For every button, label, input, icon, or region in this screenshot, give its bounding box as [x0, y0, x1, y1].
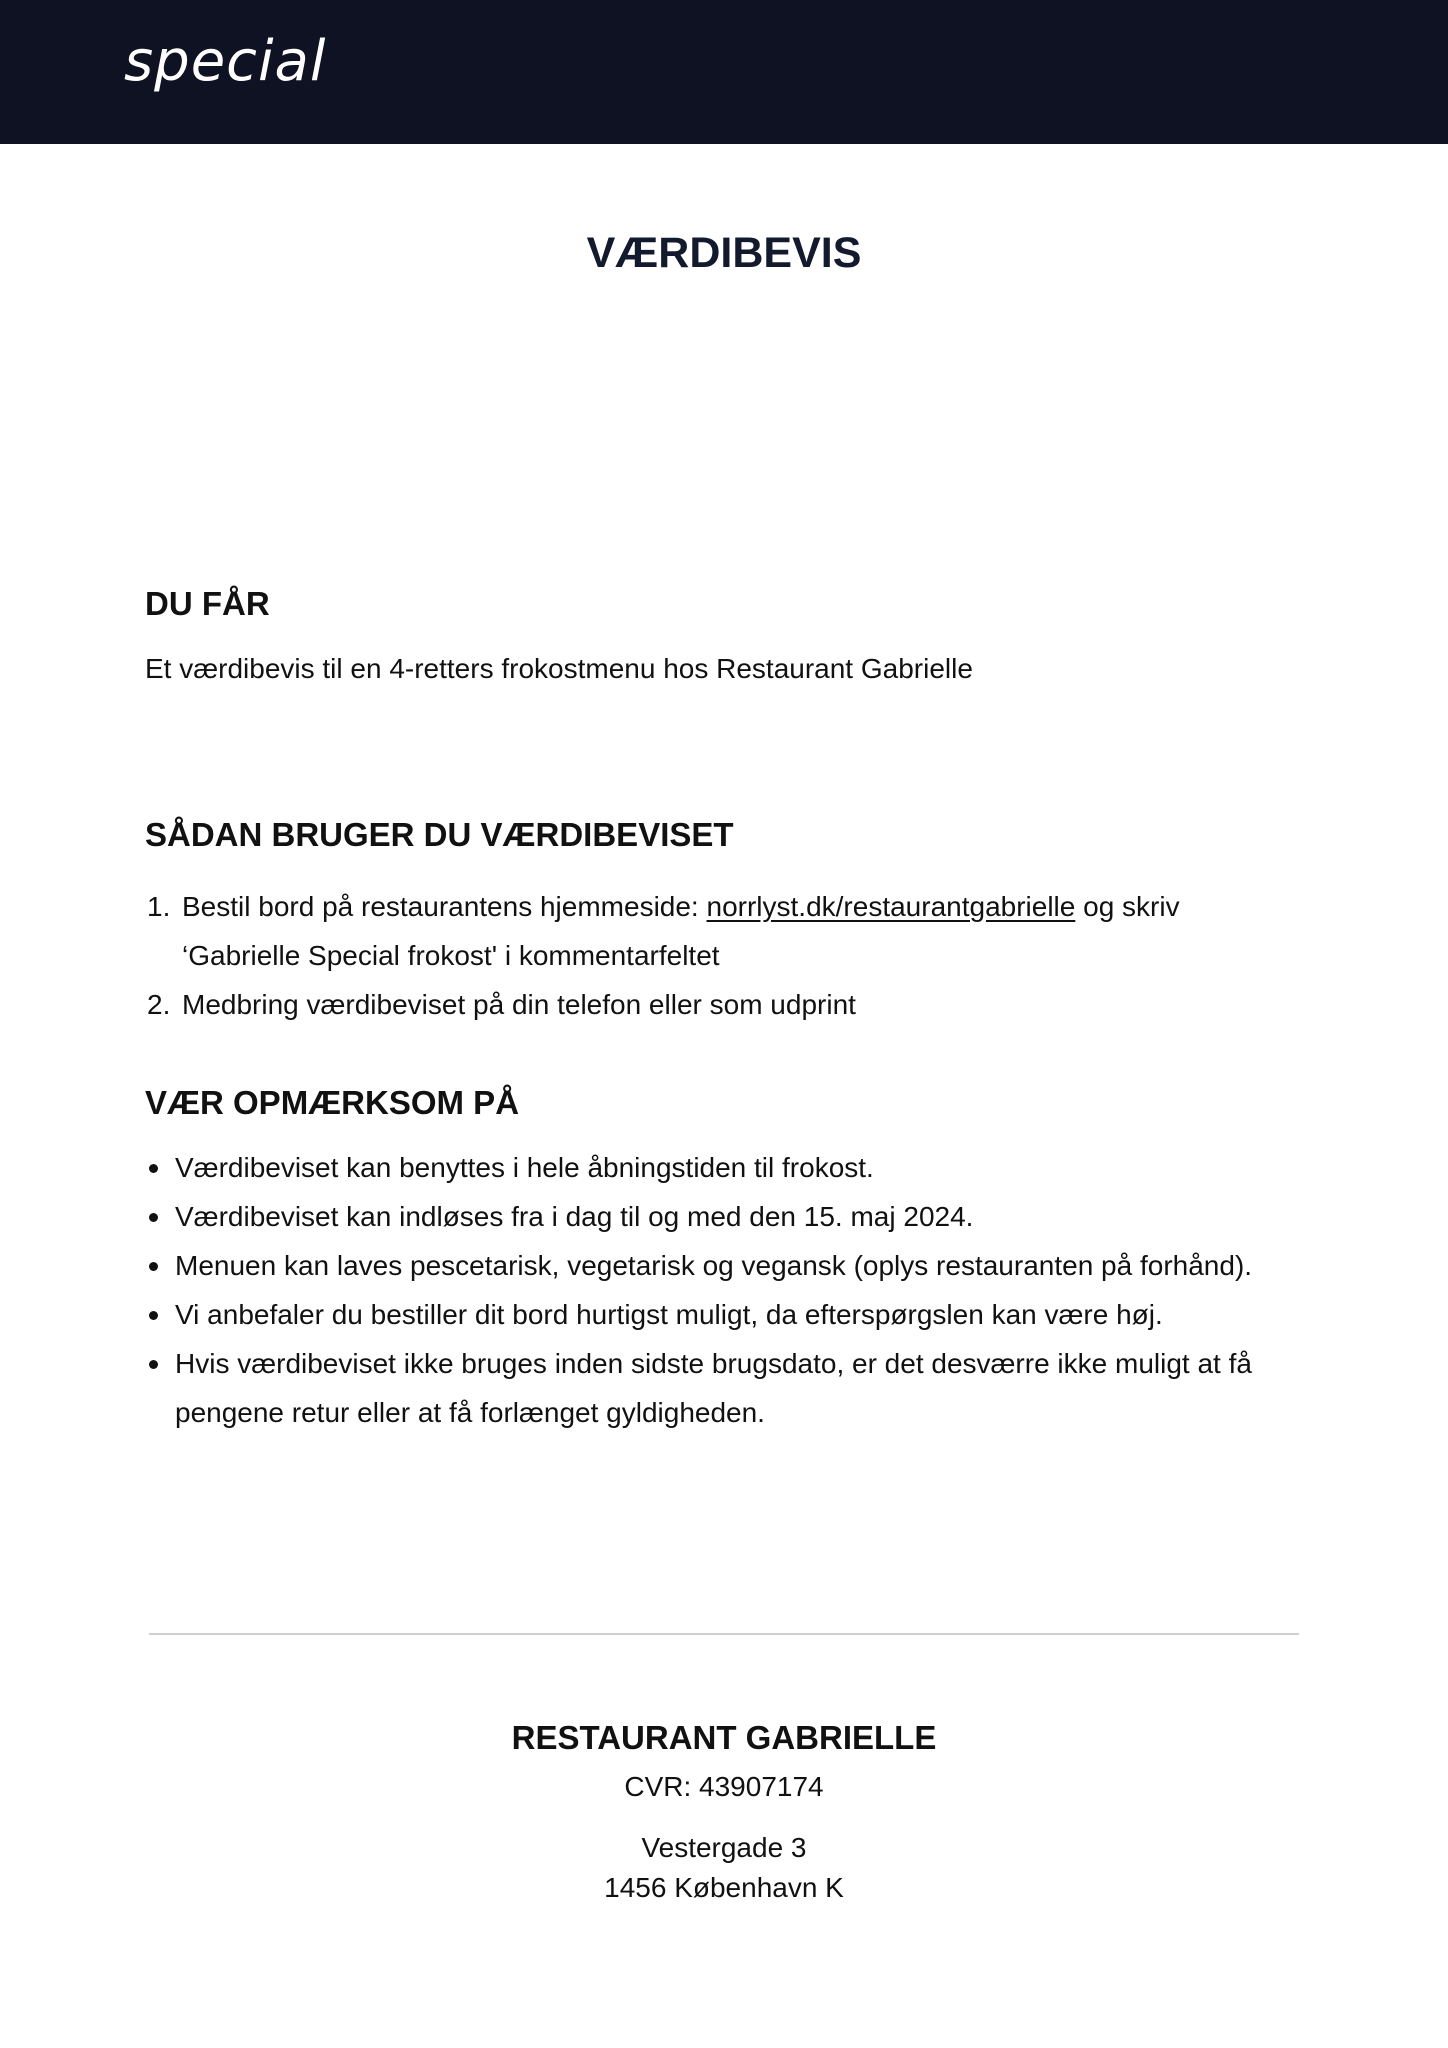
section-heading-saadan-bruger: SÅDAN BRUGER DU VÆRDIBEVISET: [145, 816, 734, 853]
step-text: Medbring værdibeviset på din telefon eller som udprint: [182, 989, 856, 1020]
restaurant-name: RESTAURANT GABRIELLE: [511, 1719, 937, 1756]
list-item: [145, 1339, 1315, 1437]
section-heading-vaer-opmaerksom: VÆR OPMÆRKSOM PÅ: [145, 1084, 520, 1121]
note-text: Vi anbefaler du bestiller dit bord hurtigst muligt, da efterspørgslen kan være høj.: [175, 1299, 1163, 1330]
section-heading-du-faar: DU FÅR: [145, 585, 270, 622]
address-city: 1456 København K: [604, 1872, 844, 1903]
address-street: Vestergade 3: [641, 1832, 807, 1863]
footer-divider: [149, 1633, 1299, 1635]
page-title: VÆRDIBEVIS: [586, 229, 862, 277]
list-item: [145, 1241, 1315, 1290]
top-banner: [0, 0, 1448, 144]
note-text: Menuen kan laves pescetarisk, vegetarisk og vegansk (oplys restauranten på forhånd).: [175, 1250, 1253, 1281]
bullet-icon: [149, 1213, 158, 1222]
step-number: 2.: [147, 989, 171, 1020]
list-item: [145, 980, 1305, 1029]
list-item: [145, 1192, 1315, 1241]
brand-logo: special: [124, 29, 327, 94]
list-item: [145, 1290, 1315, 1339]
section-text-du-faar: Et værdibevis til en 4-retters frokostmenu hos Restaurant Gabrielle: [145, 653, 973, 684]
bullet-icon: [149, 1164, 158, 1173]
usage-steps-list: [145, 882, 1305, 1029]
bullet-icon: [149, 1360, 158, 1369]
restaurant-website-link[interactable]: norrlyst.dk/restaurantgabrielle: [706, 891, 1076, 922]
step-text-continued: og skriv ‘Gabrielle Special frokost' i kommentarfeltet: [182, 891, 1180, 971]
list-item: [145, 1143, 1315, 1192]
note-text: Værdibeviset kan benyttes i hele åbningstiden til frokost.: [175, 1152, 874, 1183]
bullet-icon: [149, 1311, 158, 1320]
list-item: [145, 882, 1305, 980]
step-number: 1.: [147, 891, 171, 922]
bullet-icon: [149, 1262, 158, 1271]
step-text: Bestil bord på restaurantens hjemmeside:: [182, 891, 707, 922]
cvr-number: CVR: 43907174: [624, 1771, 824, 1802]
note-text: Værdibeviset kan indløses fra i dag til og med den 15. maj 2024.: [175, 1201, 974, 1232]
notes-list: [145, 1143, 1315, 1437]
note-text: Hvis værdibeviset ikke bruges inden sidste brugsdato, er det desværre ikke muligt at få pengene retur eller at få forlænget gyldigheden.: [175, 1348, 1252, 1428]
